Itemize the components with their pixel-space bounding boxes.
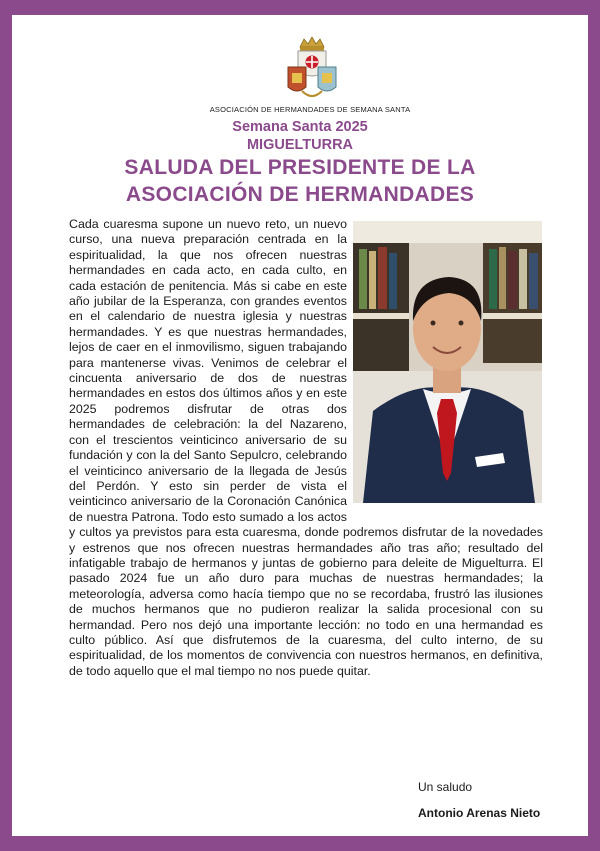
body-text: [69, 217, 543, 679]
event-title: Semana Santa 2025: [232, 119, 368, 135]
association-emblem: [274, 35, 350, 103]
page-title-line-2: ASOCIACIÓN DE HERMANDADES: [125, 183, 475, 206]
organization-name: ASOCIACIÓN DE HERMANDADES DE SEMANA SANTA: [209, 105, 411, 114]
body-paragraph: Cada cuaresma supone un nuevo reto, un nuevo curso, una nueva preparación centrada en la espiritualidad, la que nos ofrecen nuestras hermandades en cada acto, en cada culto, en cada estación de penitencia. Más si cabe en este año jubilar de la Esperanza, con grandes eventos en el calendario de nuestra iglesia y nuestras hermandades. Y es que nuestras hermandades, lejos de caer en el inmovilismo, siguen trabajando para mantenerse vivas. Venimos de celebrar el cincuenta aniversario de dos de nuestras hermandades en estos dos últimos años y en este 2025 podremos disfrutar de otras dos hermandades de celebración: la del Nazareno, con el trescientos veinticinco aniversario de su fundación y con la del Santo Sepulcro, celebrando el veinticinco aniversario de la llegada de Jesús del Perdón. Y esto sin perder de vista el veinticinco aniversario de la Coronación Canónica de nuestra Patrona. Todo esto sumado a los actos y cultos ya previstos para esta cuaresma, donde podremos disfrutar de la novedades y estrenos que nos ofrecen nuestras hermandades año tras año; resultado del infatigable trabajo de hermanos y juntas de gobierno para deleite de Miguelturra. El pasado 2024 fue un año duro para muchas de nuestras hermandades; la meteorología, adversa como hacía tiempo que no se recordaba, frustró las ilusiones de muchos hermanos que no pudieron realizar la salida procesional con su hermandad. Pero nos dejó una importante lección: no todo en una hermandad es culto público. Así que disfrutemos de la cuaresma, del culto interno, de su espiritualidad, de los momentos de convivencia con nuestros hermanos, en definitiva, de todo aquello que el mal tiempo no nos puede quitar.: [69, 217, 543, 678]
signature: Antonio Arenas Nieto: [418, 806, 541, 820]
closing-greeting: Un saludo: [418, 780, 473, 794]
photo-spacer: [351, 217, 543, 517]
event-location: MIGUELTURRA: [246, 137, 354, 153]
page-title-line-1: SALUDA DEL PRESIDENTE DE LA: [124, 156, 476, 179]
page: [12, 15, 588, 836]
